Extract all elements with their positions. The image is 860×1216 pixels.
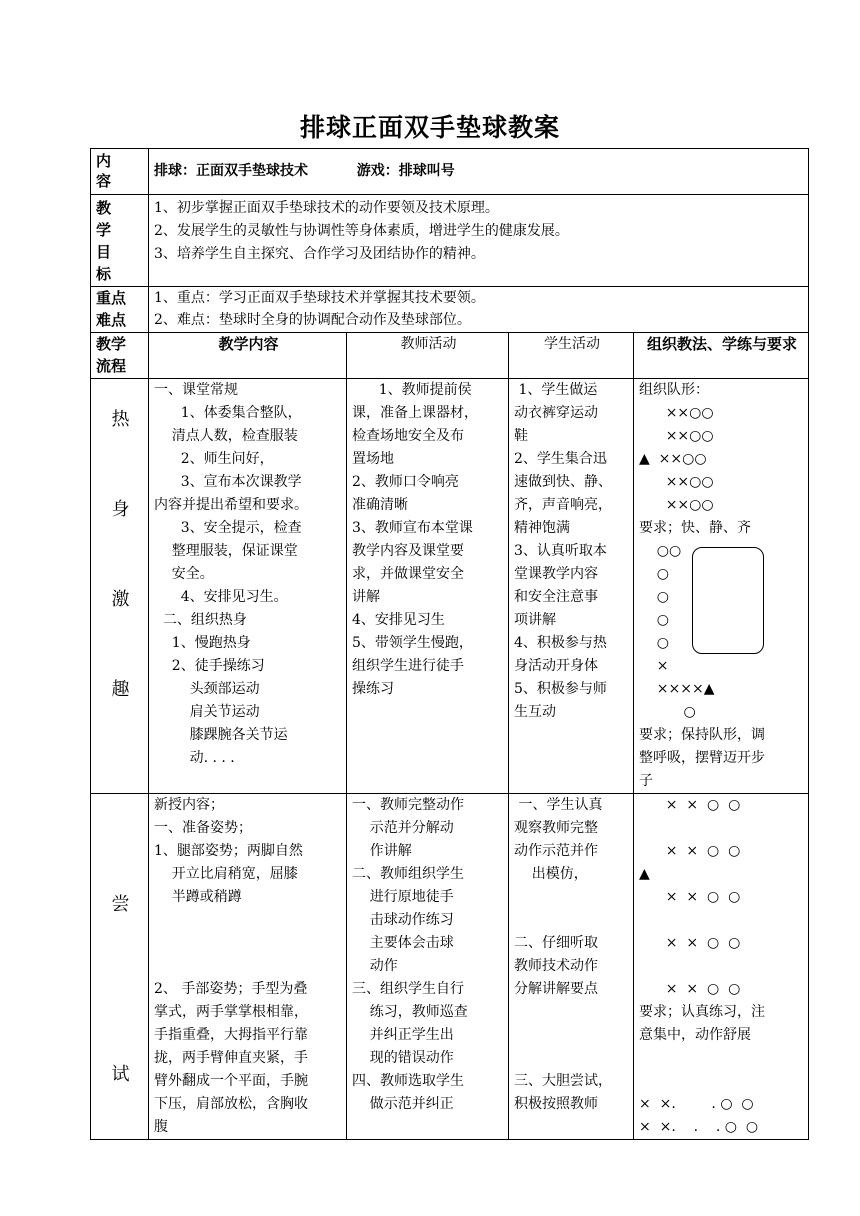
jog-track-diagram xyxy=(692,547,764,654)
goal-item: 2、发展学生的灵敏性与协调性等身体素质，增进学生的健康发展。 xyxy=(154,223,569,239)
stage-char: 试 xyxy=(111,1064,130,1085)
stage-char: 激 xyxy=(111,589,130,610)
try-org: × × ○ ○ × × ○ ○ ▲ × × ○ ○ × × ○ ○ × × ○ ○ 要求；认真练习，注 意集中，动作舒展 × ×. . ○ ○ × ×. . . ○ ○ xyxy=(634,794,809,1140)
header-org: 组织教法、学练与要求 xyxy=(634,333,809,379)
goal-item: 1、初步掌握正面双手垫球技术的动作要领及技术原理。 xyxy=(154,200,499,216)
lesson-plan-table xyxy=(90,148,809,1140)
try-teacher: 一、教师完整动作 示范并分解动 作讲解 二、教师组织学生 进行原地徒手 击球动作练习 主要体会击球 动作 三、组织学生自行 练习，教师巡查 并纠正学生出 现的错误动作 四、教师选取学生 做示范并纠正 xyxy=(347,794,509,1140)
content-value: 排球：正面双手垫球技术 游戏：排球叫号 xyxy=(154,163,455,179)
goals-row xyxy=(91,195,809,287)
goals-label: 教 学 目 标 xyxy=(91,195,149,287)
warmup-content: 一、课堂常规 1、体委集合整队， 清点人数，检查服装 2、师生问好， 3、宣布本次课教学 内容并提出希望和要求。 3、安全提示，检查 整理服装，保证课堂 安全。 4、安排见习生。 二、组织热身 1、慢跑热身 2、徒手操练习 头颈部运动 肩关节运动 膝踝腕各关节运 动. . . . xyxy=(149,379,347,794)
focus-item: 2、难点：垫球时全身的协调配合动作及垫球部位。 xyxy=(154,312,471,328)
try-content: 新授内容； 一、准备姿势； 1、腿部姿势；两脚自然 开立比肩稍宽，屈膝 半蹲或稍蹲 2、 手部姿势；手型为叠 掌式，两手掌掌根相靠， 手指重叠，大拇指平行靠 拢，两手臂伸直夹紧，手 臂外翻成一个平面，手腕 下压，肩部放松，含胸收 腹 xyxy=(149,794,347,1140)
stage-char: 趣 xyxy=(111,679,130,700)
header-content: 教学内容 xyxy=(149,333,347,379)
content-label: 内 容 xyxy=(91,149,149,195)
warmup-org: 组织队形： ××○○ ××○○ ▲ ××○○ ××○○ ××○○ 要求；快、静、齐 ○○ ○ ○ ○ ○ × ××××▲ ○ 要求；保持队形，调 整呼吸，摆臂迈开步 子 xyxy=(634,379,809,794)
try-student: 一、学生认真 观察教师完整 动作示范并作 出模仿， 二、仔细听取 教师技术动作 分解讲解要点 三、大胆尝试， 积极按照教师 xyxy=(509,794,634,1140)
focus-row xyxy=(91,287,809,333)
focus-cell xyxy=(149,287,809,333)
stage-char: 热 xyxy=(111,409,130,430)
warmup-student: 1、学生做运 动衣裤穿运动 鞋 2、学生集合迅 速做到快、静、 齐，声音响亮， 精神饱满 3、认真听取本 堂课教学内容 和安全注意事 项讲解 4、积极参与热 身活动开身体 5、积极参与师 生互动 xyxy=(509,379,634,794)
page-title: 排球正面双手垫球教案 xyxy=(299,113,560,142)
header-teacher: 教师活动 xyxy=(347,333,509,379)
stage-char: 尝 xyxy=(111,894,130,915)
warmup-row xyxy=(91,379,809,794)
try-row xyxy=(91,794,809,1140)
try-stage xyxy=(91,794,149,1140)
stage-char: 身 xyxy=(111,499,130,520)
header-flow: 教学 流程 xyxy=(91,333,149,379)
warmup-stage xyxy=(91,379,149,794)
focus-label: 重点 难点 xyxy=(91,287,149,333)
goal-item: 3、培养学生自主探究、合作学习及团结协作的精神。 xyxy=(154,246,485,262)
goals-cell xyxy=(149,195,809,287)
header-row xyxy=(91,333,809,379)
warmup-teacher: 1、教师提前侯 课，准备上课器材， 检查场地安全及布 置场地 2、教师口令响亮 准确清晰 3、教师宣布本堂课 教学内容及课堂要 求，并做课堂安全 讲解 4、安排见习生 5、带领学生慢跑， 组织学生进行徒手 操练习 xyxy=(347,379,509,794)
header-student: 学生活动 xyxy=(509,333,634,379)
focus-item: 1、重点：学习正面双手垫球技术并掌握其技术要领。 xyxy=(154,290,485,306)
content-value-cell xyxy=(149,149,809,195)
content-row xyxy=(91,149,809,195)
